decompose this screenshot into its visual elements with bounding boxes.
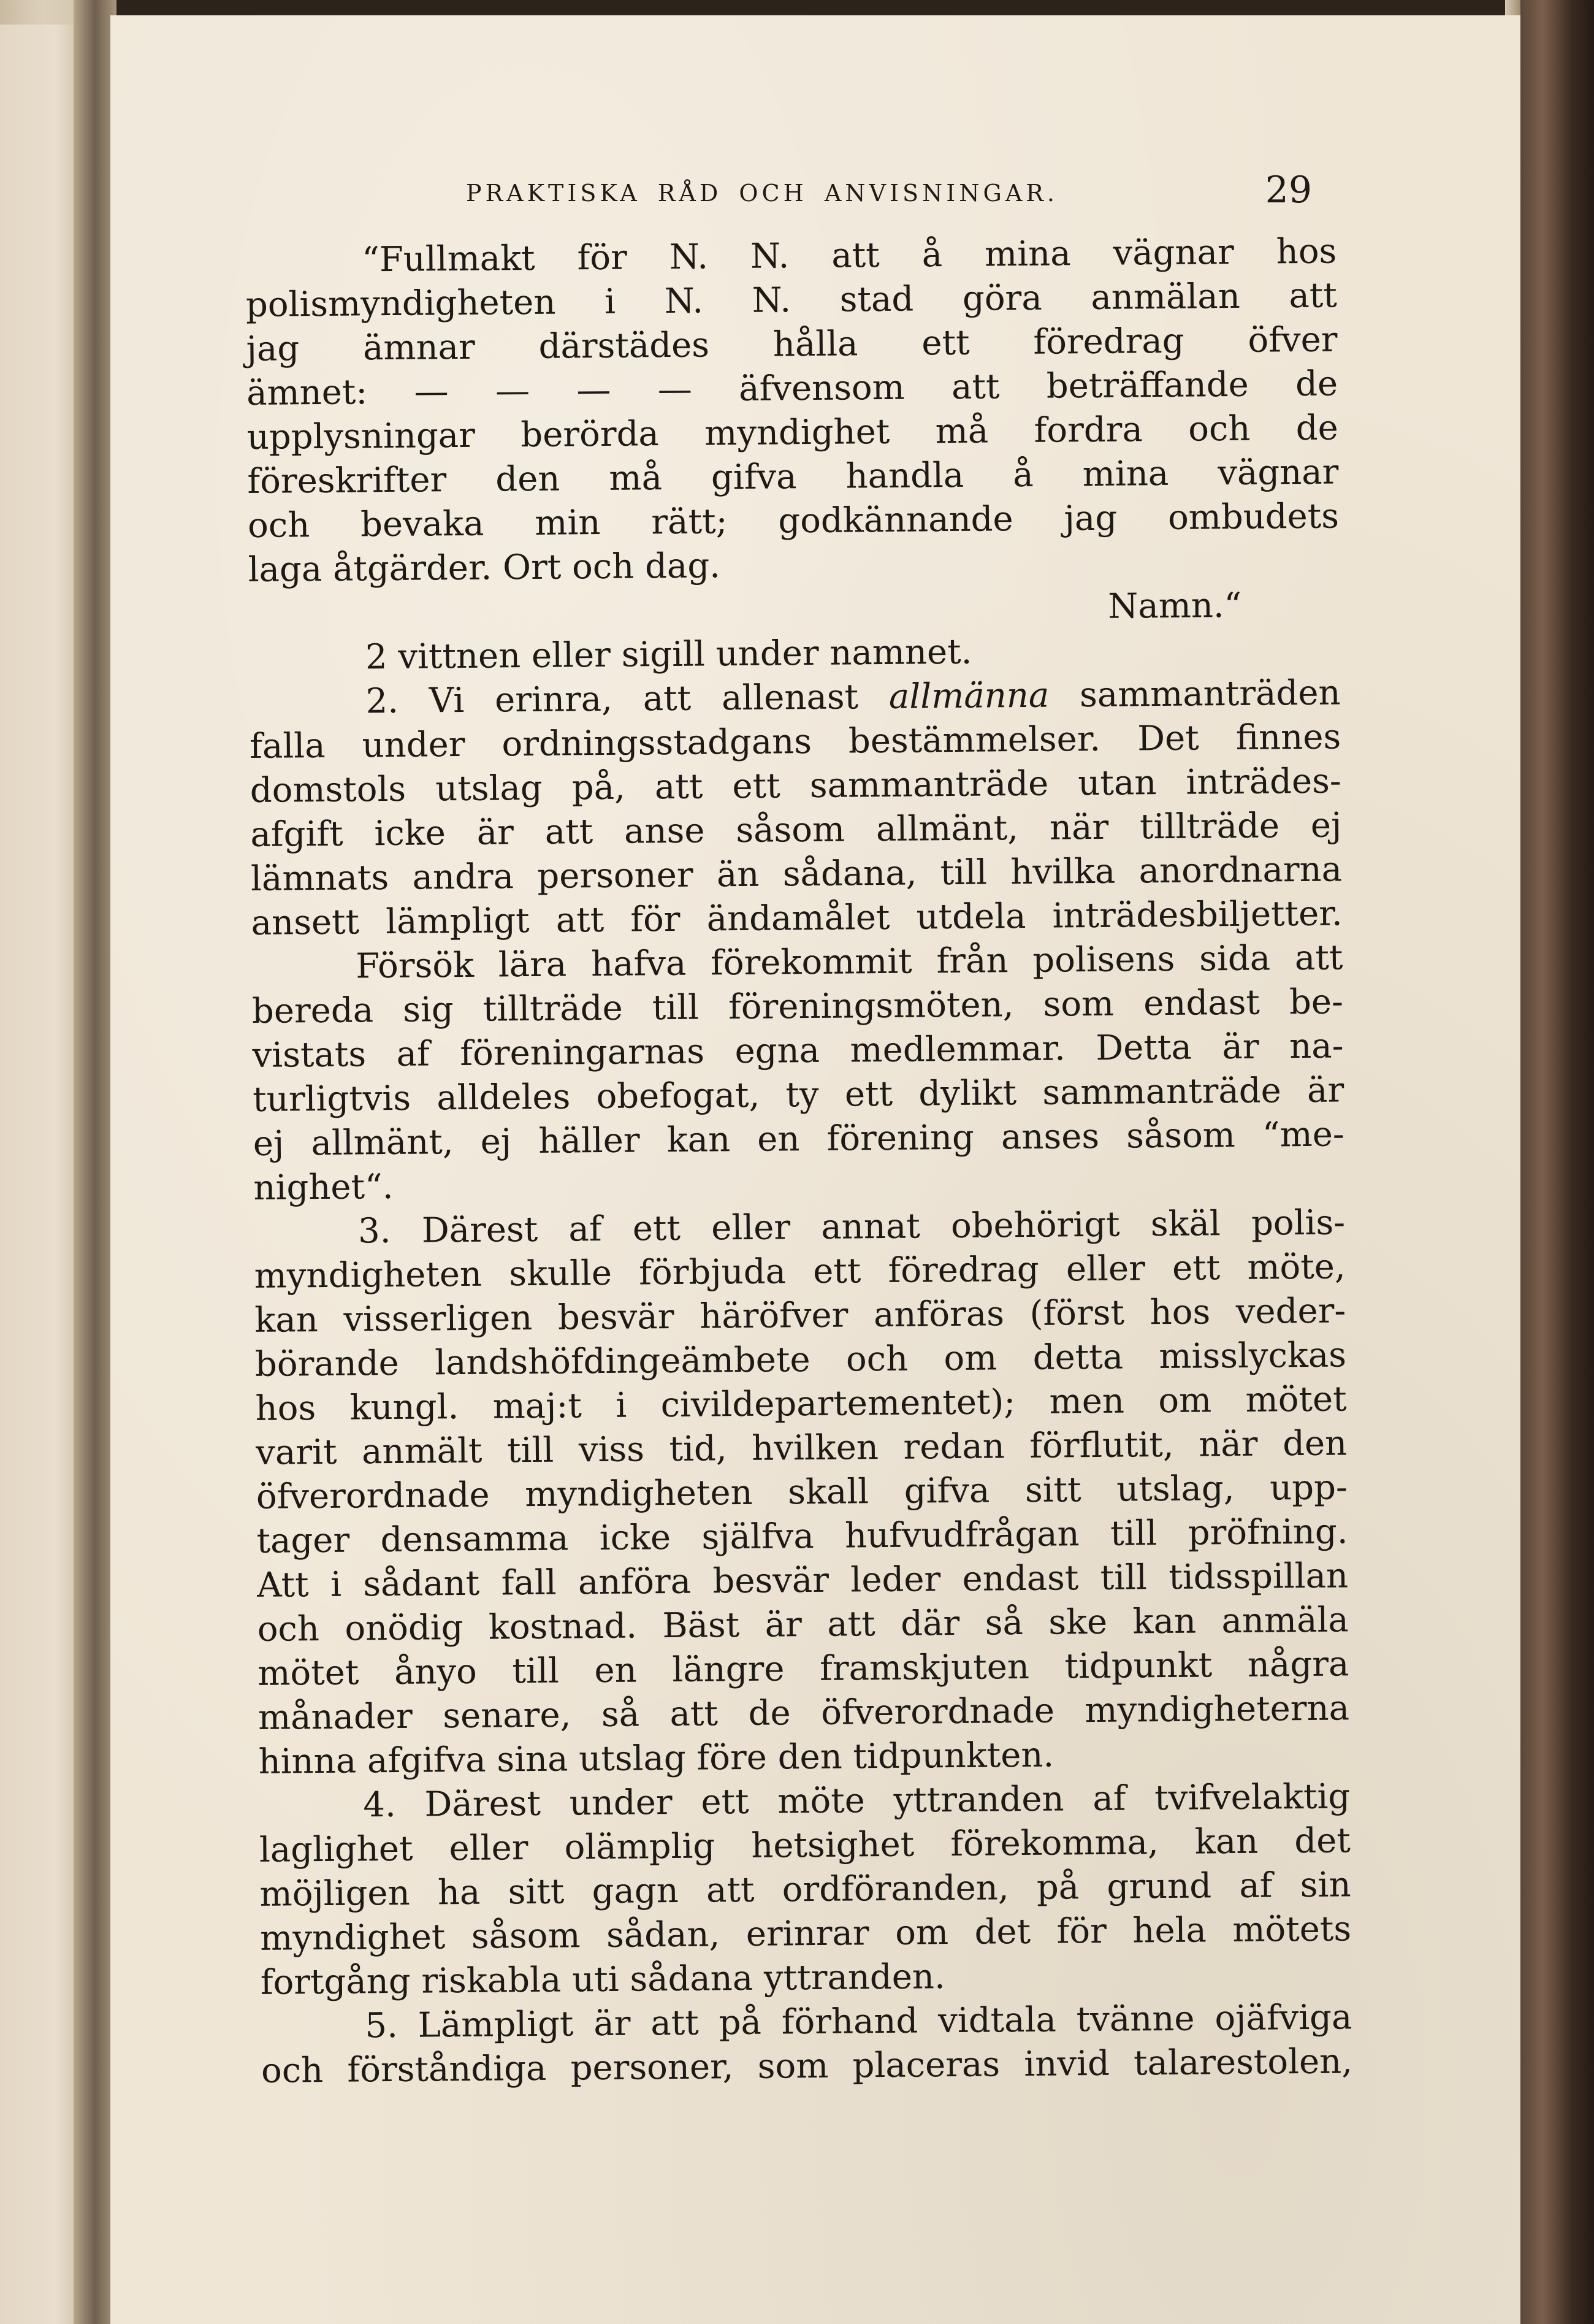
text-line: lämnats andra personer än sådana, till hvilka anordnarna (250, 849, 1343, 899)
text-line: domstols utslag på, att ett sammanträde utan inträdes- (250, 761, 1342, 811)
text-line: laga åtgärder. Ort och dag. (248, 546, 721, 590)
text-line: fortgång riskabla uti sådana yttranden. (260, 1957, 946, 2003)
text-line: Att i sådant fall anföra besvär leder endast till tidsspillan (256, 1556, 1349, 1605)
text-line: bereda sig tillträde till föreningsmöten, som endast be- (251, 982, 1344, 1031)
text-line: ej allmänt, ej häller kan en förening anses såsom “me- (253, 1114, 1345, 1164)
text-line: turligtvis alldeles obefogat, ty ett dylikt sammanträde är (252, 1070, 1344, 1120)
text-line: “Fullmakt för N. N. att å mina vägnar hos (362, 231, 1337, 280)
text-line: hos kungl. maj:t i civildepartementet); men om mötet (255, 1379, 1347, 1429)
text-line: och förståndiga personer, som placeras invid talarestolen, (261, 2041, 1353, 2091)
signature-line: Namn.“ (1108, 585, 1242, 627)
text-line: hinna afgifva sina utslag före den tidpunkten. (258, 1735, 1054, 1782)
text-line: laglighet eller olämplig hetsighet förekomma, kan det (259, 1821, 1351, 1870)
text-line: tager densamma icke själfva hufvudfrågan till pröfning. (256, 1512, 1348, 1561)
text-line: falla under ordningsstadgans bestämmelser. Det finnes (249, 717, 1341, 766)
text-line: upplysningar berörda myndighet må fordra och de (246, 408, 1339, 457)
page-header (356, 169, 1312, 224)
text-line: myndighet såsom sådan, erinrar om det för hela mötets (259, 1909, 1352, 1959)
text-run: 2. Vi erinra, att allenast (365, 676, 890, 722)
text-line: börande landshöfdingeämbete och om detta misslyckas (254, 1335, 1347, 1385)
book-binding (1520, 0, 1594, 2324)
text-line: öfverordnade myndigheten skall gifva sitt utslag, upp- (256, 1467, 1348, 1517)
text-line: jag ämnar därstädes hålla ett föredrag öfver (246, 319, 1338, 369)
text-line: polismyndigheten i N. N. stad göra anmälan att (245, 275, 1338, 325)
text-line: och bevaka min rätt; godkännande jag ombudets (247, 496, 1340, 546)
text-line: föreskrifter den må gifva handla å mina vägnar (247, 452, 1339, 502)
text-line: ämnet: — — — — äfvensom att beträffande de (246, 364, 1338, 413)
text-line: 5. Lämpligt är att på förhand vidtala tvänne ojäfviga (365, 1997, 1352, 2046)
page-number: 29 (1265, 169, 1312, 212)
text-line: mötet ånyo till en längre framskjuten tidpunkt några (257, 1644, 1349, 1694)
text-line: månader senare, så att de öfverordnade myndigheterna (257, 1688, 1350, 1738)
text-line: Försök lära hafva förekommit från polisens sida att (356, 938, 1343, 987)
text-run: sammanträden (1048, 673, 1341, 716)
body-text (245, 229, 1352, 2093)
text-line: 3. Därest af ett eller annat obehörigt skäl polis- (357, 1202, 1346, 1252)
running-head: PRAKTISKA RÅD OCH ANVISNINGAR. (466, 180, 1058, 207)
text-line: nighet“. (253, 1166, 394, 1208)
text-line: möjligen ha sitt gagn att ordföranden, på grund af sin (259, 1865, 1351, 1914)
text-line: myndigheten skulle förbjuda ett föredrag eller ett möte, (254, 1247, 1346, 1296)
text-line: ansett lämpligt att för ändamålet utdela inträdesbiljetter. (251, 893, 1343, 943)
text-line: 2 vittnen eller sigill under namnet. (365, 632, 972, 678)
text-line: 4. Därest under ett möte yttranden af tvifvelaktig (363, 1776, 1351, 1825)
text-line: afgift icke är att anse såsom allmänt, när tillträde ej (250, 805, 1342, 855)
text-line: och onödig kostnad. Bäst är att där så ske kan anmäla (257, 1600, 1349, 1649)
text-line: varit anmält till viss tid, hvilken redan förflutit, när den (255, 1423, 1348, 1473)
emphasis-word: allmänna (888, 675, 1050, 717)
facing-page-edge (0, 25, 80, 2324)
text-line: vistats af föreningarnas egna medlemmar. Detta är na- (252, 1026, 1344, 1076)
text-line: kan visserligen besvär häröfver anföras (först hos veder- (254, 1291, 1346, 1340)
